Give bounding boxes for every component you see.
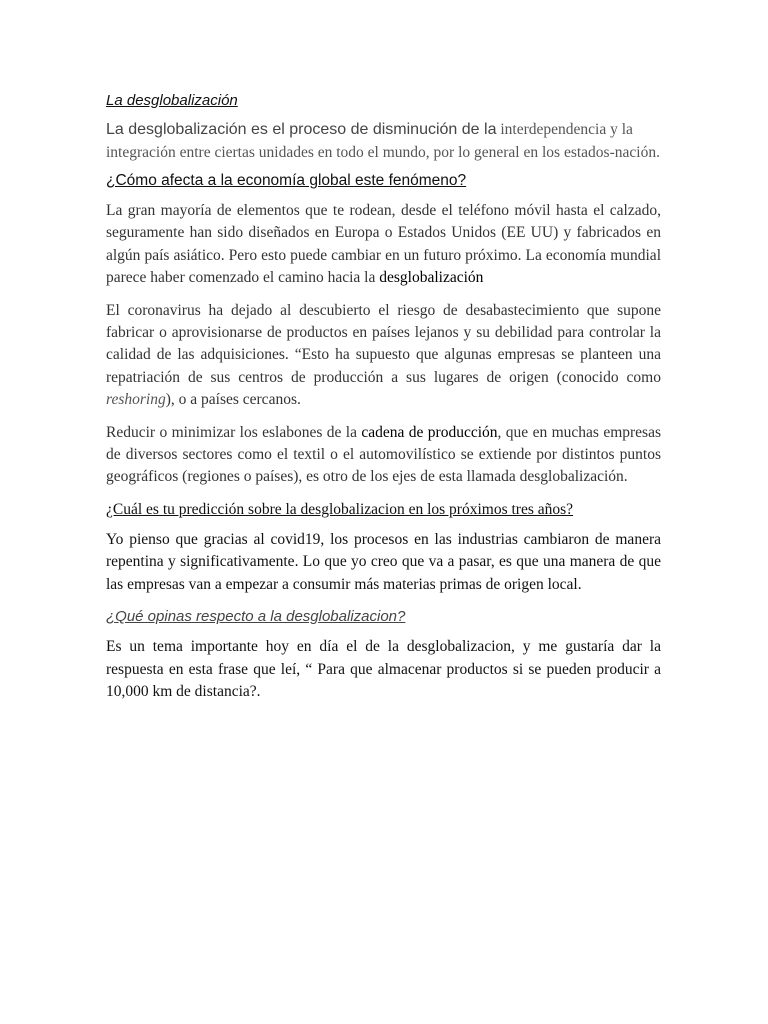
question-heading-2: ¿Cuál es tu predicción sobre la desglobalizacion en los próximos tres años?	[106, 500, 574, 518]
paragraph-1-text: La gran mayoría de elementos que te rodean, desde el teléfono móvil hasta el calzado, seguramente han sido diseñados en Europa o Estados Unidos (EE UU) y fabricados en algún país asiático. Pero esto puede cambiar en un futuro próximo. La economía mundial parece haber comenzado el camino hacia la	[106, 202, 661, 287]
question-heading-1: ¿Cómo afecta a la economía global este fenómeno?	[106, 172, 467, 189]
paragraph-2-text: El coronavirus ha dejado al descubierto el riesgo de desabastecimiento que supone fabricar o aprovisionarse de productos en países lejanos y su debilidad para controlar la calidad de las adquisiciones. “Esto ha supuesto que algunas empresas se planteen una repatriación de sus centros de producción a sus lugares de origen (conocido como	[106, 301, 661, 386]
intro-lead: La desglobalización es el proceso de disminución de la	[106, 121, 497, 138]
paragraph-1	[106, 200, 661, 290]
answer-3: Es un tema importante hoy en día el de la desglobalizacion, y me gustaría dar la respuesta en esta frase que leí, “ Para que almacenar productos si se pueden producir a 10,000 km de distancia?.	[106, 638, 661, 700]
document-page	[106, 90, 661, 713]
question-heading-3: ¿Qué opinas respecto a la desglobalizacion?	[106, 608, 406, 626]
paragraph-3-start: Reducir o minimizar los eslabones de la	[106, 423, 357, 441]
paragraph-1-bold: desglobalización	[379, 269, 484, 287]
paragraph-2-end: ), o a países cercanos.	[165, 391, 301, 409]
paragraph-3	[106, 422, 661, 489]
paragraph-2	[106, 300, 661, 412]
intro-paragraph	[106, 118, 661, 164]
paragraph-3-end: , que en muchas empresas de diversos sectores como el textil o el automovilístico se extiende por distintos puntos geográficos (regiones o países), es otro de los ejes de esta llamada desglobalización.	[106, 423, 661, 486]
document-title: La desglobalización	[106, 92, 238, 109]
intro-rest: interdependencia y la integración entre ciertas unidades en todo el mundo, por lo general en los estados-nación.	[106, 121, 660, 161]
paragraph-2-italic: reshoring	[106, 391, 166, 409]
paragraph-3-bold: cadena de producción	[361, 423, 498, 441]
answer-2: Yo pienso que gracias al covid19, los procesos en las industrias cambiaron de manera repentina y significativamente. Lo que yo creo que va a pasar, es que una manera de que las empresas van a empezar a consumir más materias primas de origen local.	[106, 530, 661, 593]
